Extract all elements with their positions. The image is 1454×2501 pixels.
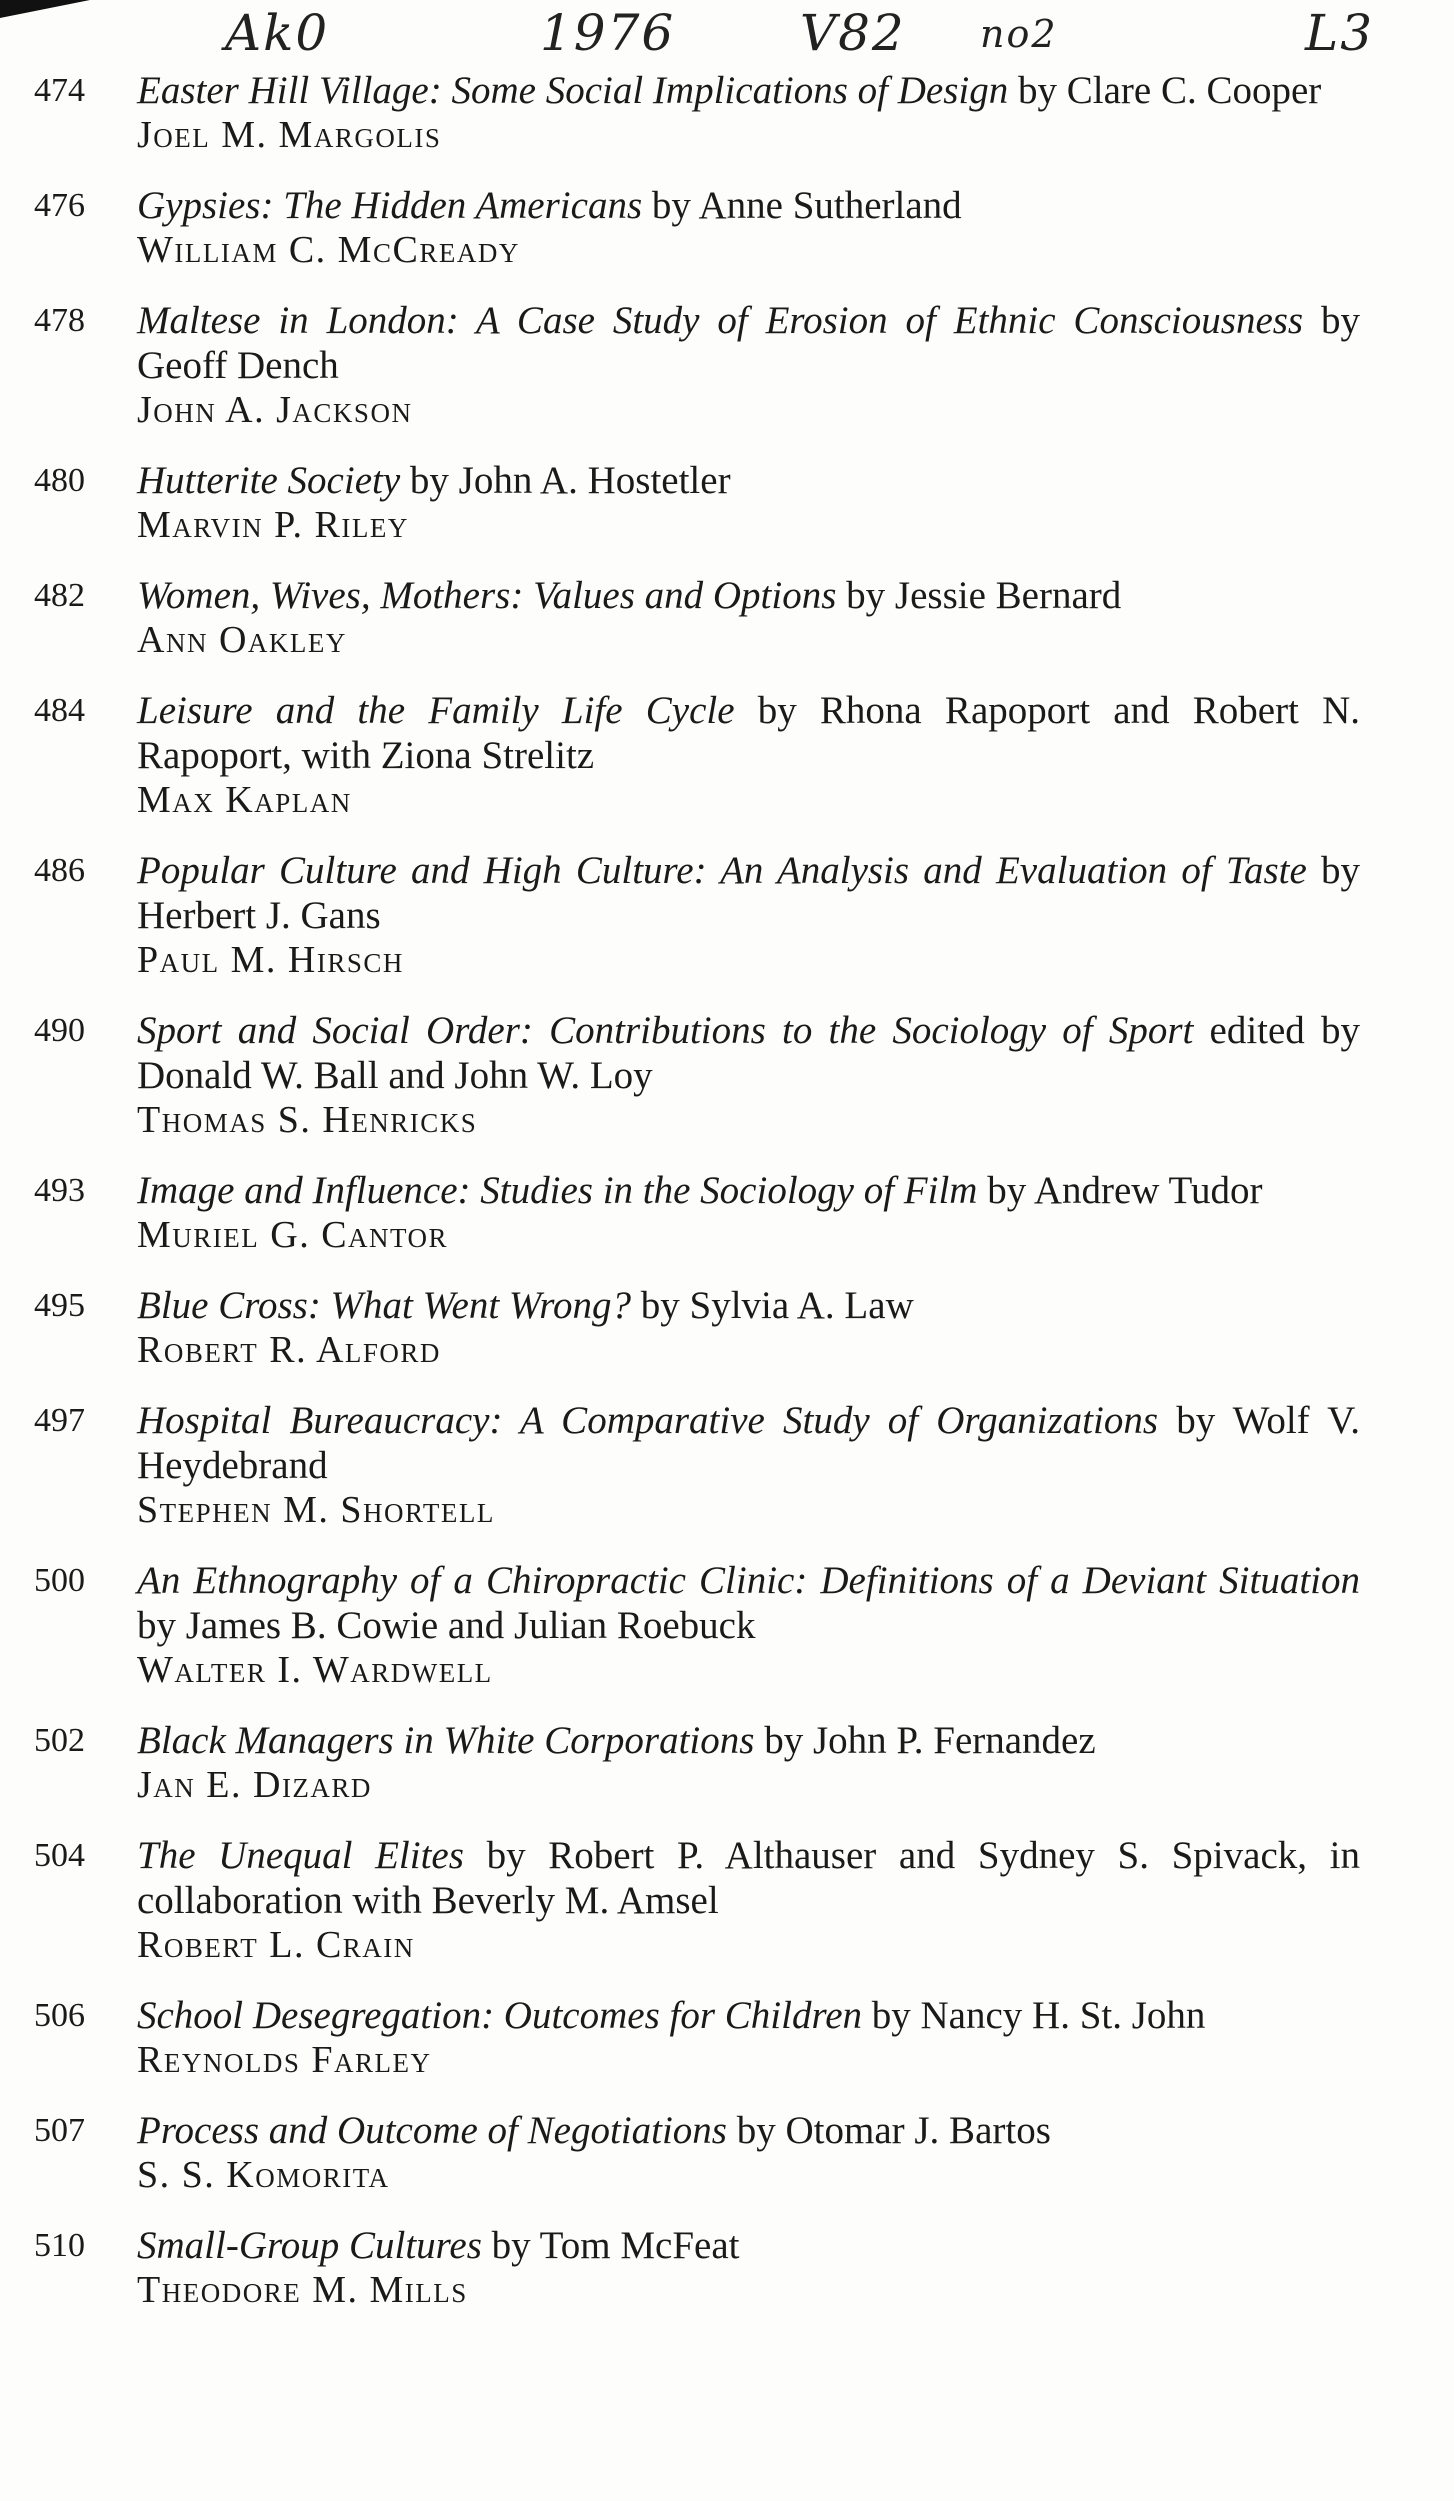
entry-body <box>137 1833 1360 1968</box>
book-title: Popular Culture and High Culture: An Analysis and Evaluation of Taste <box>137 849 1307 892</box>
book-title: Leisure and the Family Life Cycle <box>137 689 735 732</box>
page-number: 510 <box>34 2227 85 2264</box>
page-number: 480 <box>34 462 85 499</box>
book-byline: by Robert P. Althauser and Sydney S. Spivack, in collaboration with Beverly M. Amsel <box>137 1834 1360 1922</box>
book-byline: by Andrew Tudor <box>987 1169 1263 1212</box>
entry-body <box>137 1283 1360 1373</box>
book-byline: by Anne Sutherland <box>651 184 962 227</box>
review-entry <box>30 298 1360 433</box>
book-byline: by Rhona Rapoport and Robert N. Rapoport, with Ziona Strelitz <box>137 689 1360 777</box>
page-number: 482 <box>34 577 85 614</box>
review-entry <box>30 848 1360 983</box>
book-review-list <box>30 68 1360 2338</box>
book-byline: by John P. Fernandez <box>764 1719 1096 1762</box>
entry-citation <box>137 1008 1360 1098</box>
review-entry <box>30 2223 1360 2313</box>
entry-citation <box>137 1718 1360 1763</box>
reviewer-name: S. S. Komorita <box>137 2154 390 2196</box>
book-byline: edited by Donald W. Ball and John W. Loy <box>137 1009 1360 1097</box>
review-entry <box>30 1718 1360 1808</box>
entry-body <box>137 298 1360 433</box>
entry-body <box>137 1168 1360 1258</box>
book-byline: by Jessie Bernard <box>846 574 1122 617</box>
handwritten-year: 1976 <box>540 4 676 62</box>
book-title: Women, Wives, Mothers: Values and Options <box>137 574 837 617</box>
book-title: Maltese in London: A Case Study of Erosion of Ethnic Consciousness <box>137 299 1304 342</box>
entry-citation <box>137 2223 1360 2268</box>
entry-body <box>137 688 1360 823</box>
reviewer-name: Walter I. Wardwell <box>137 1649 493 1691</box>
book-title: Hospital Bureaucracy: A Comparative Study of Organizations <box>137 1399 1159 1442</box>
page-number: 476 <box>34 187 85 224</box>
entry-citation <box>137 848 1360 938</box>
entry-body <box>137 68 1360 158</box>
book-title: Small-Group Cultures <box>137 2224 482 2267</box>
review-entry <box>30 2108 1360 2198</box>
book-title: Blue Cross: What Went Wrong? <box>137 1284 631 1327</box>
review-entry <box>30 1008 1360 1143</box>
book-title: Gypsies: The Hidden Americans <box>137 184 643 227</box>
reviewer-name: William C. McCready <box>137 229 520 271</box>
entry-body <box>137 1008 1360 1143</box>
entry-citation <box>137 1168 1360 1213</box>
entry-citation <box>137 1283 1360 1328</box>
reviewer-name: Ann Oakley <box>137 619 347 661</box>
page-number: 490 <box>34 1012 85 1049</box>
reviewer-name: Joel M. Margolis <box>137 114 442 156</box>
page-number: 486 <box>34 852 85 889</box>
reviewer-name: Muriel G. Cantor <box>137 1214 449 1256</box>
entry-body <box>137 183 1360 273</box>
entry-citation <box>137 1993 1360 2038</box>
book-title: Easter Hill Village: Some Social Implications of Design <box>137 69 1009 112</box>
entry-body <box>137 2223 1360 2313</box>
reviewer-name: Theodore M. Mills <box>137 2269 468 2311</box>
reviewer-name: John A. Jackson <box>137 389 413 431</box>
review-entry <box>30 573 1360 663</box>
page-number: 506 <box>34 1997 85 2034</box>
entry-citation <box>137 2108 1360 2153</box>
book-title: Black Managers in White Corporations <box>137 1719 755 1762</box>
page-number: 504 <box>34 1837 85 1874</box>
book-title: Hutterite Society <box>137 459 401 502</box>
page-number: 478 <box>34 302 85 339</box>
entry-citation <box>137 183 1360 228</box>
reviewer-name: Thomas S. Henricks <box>137 1099 478 1141</box>
entry-body <box>137 1398 1360 1533</box>
review-entry <box>30 1833 1360 1968</box>
page-number: 495 <box>34 1287 85 1324</box>
entry-citation <box>137 298 1360 388</box>
book-title: Sport and Social Order: Contributions to the Sociology of Sport <box>137 1009 1194 1052</box>
entry-citation <box>137 688 1360 778</box>
book-title: An Ethnography of a Chiropractic Clinic: Definitions of a Deviant Situation <box>137 1559 1360 1602</box>
book-title: Process and Outcome of Negotiations <box>137 2109 727 2152</box>
book-byline: by John A. Hostetler <box>409 459 731 502</box>
entry-citation <box>137 68 1360 113</box>
review-entry <box>30 1398 1360 1533</box>
handwritten-a: Ak0 <box>225 4 330 62</box>
page-number: 507 <box>34 2112 85 2149</box>
book-byline: by Sylvia A. Law <box>640 1284 914 1327</box>
reviewer-name: Robert R. Alford <box>137 1329 441 1371</box>
review-entry <box>30 688 1360 823</box>
entry-citation <box>137 1833 1360 1923</box>
reviewer-name: Robert L. Crain <box>137 1924 415 1966</box>
entry-body <box>137 458 1360 548</box>
page-number: 493 <box>34 1172 85 1209</box>
reviewer-name: Jan E. Dizard <box>137 1764 372 1806</box>
book-title: School Desegregation: Outcomes for Children <box>137 1994 863 2037</box>
reviewer-name: Stephen M. Shortell <box>137 1489 495 1531</box>
reviewer-name: Marvin P. Riley <box>137 504 409 546</box>
handwritten-volume: V82 <box>800 4 906 62</box>
book-byline: by Wolf V. Heydebrand <box>137 1399 1360 1487</box>
book-byline: by Otomar J. Bartos <box>736 2109 1051 2152</box>
book-byline: by Nancy H. St. John <box>871 1994 1206 2037</box>
book-byline: by Tom McFeat <box>491 2224 740 2267</box>
reviewer-name: Reynolds Farley <box>137 2039 432 2081</box>
reviewer-name: Paul M. Hirsch <box>137 939 404 981</box>
entry-body <box>137 1718 1360 1808</box>
handwritten-number: no2 <box>980 12 1058 56</box>
review-entry <box>30 1283 1360 1373</box>
book-byline: by Clare C. Cooper <box>1018 69 1322 112</box>
page-number: 484 <box>34 692 85 729</box>
entry-citation <box>137 1558 1360 1648</box>
entry-body <box>137 1558 1360 1693</box>
entry-body <box>137 848 1360 983</box>
review-entry <box>30 1558 1360 1693</box>
entry-citation <box>137 458 1360 503</box>
entry-body <box>137 573 1360 663</box>
review-entry <box>30 458 1360 548</box>
entry-body <box>137 1993 1360 2083</box>
book-byline: by Herbert J. Gans <box>137 849 1361 937</box>
book-title: Image and Influence: Studies in the Sociology of Film <box>137 1169 978 1212</box>
review-entry <box>30 1993 1360 2083</box>
review-entry <box>30 1168 1360 1258</box>
page-number: 502 <box>34 1722 85 1759</box>
handwritten-annotation <box>0 4 1454 74</box>
page-number: 500 <box>34 1562 85 1599</box>
book-byline: by Geoff Dench <box>137 299 1360 387</box>
book-title: The Unequal Elites <box>137 1834 464 1877</box>
handwritten-code: L3 <box>1305 4 1375 62</box>
review-entry <box>30 183 1360 273</box>
entry-citation <box>137 573 1360 618</box>
entry-body <box>137 2108 1360 2198</box>
page-number: 474 <box>34 72 85 109</box>
review-entry <box>30 68 1360 158</box>
book-byline: by James B. Cowie and Julian Roebuck <box>137 1604 756 1647</box>
reviewer-name: Max Kaplan <box>137 779 352 821</box>
entry-citation <box>137 1398 1360 1488</box>
page-number: 497 <box>34 1402 85 1439</box>
